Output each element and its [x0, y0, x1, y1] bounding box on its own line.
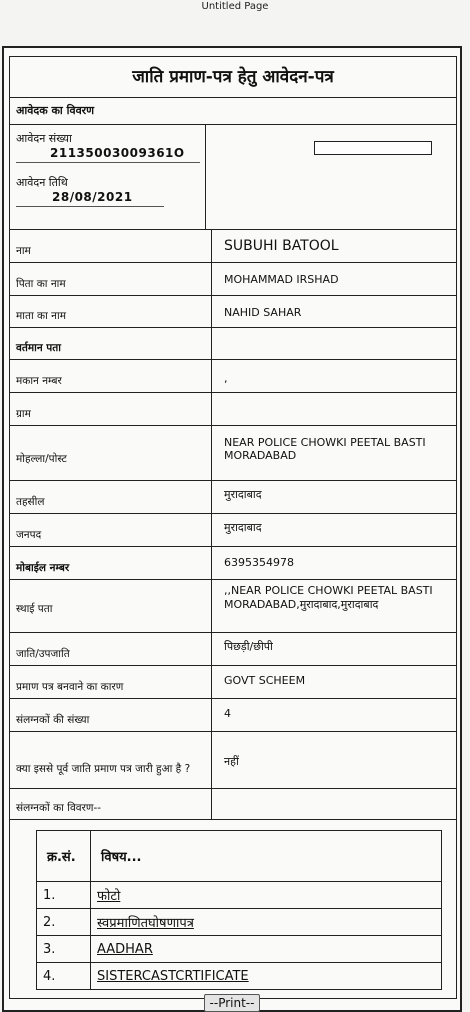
row-value: नहीं	[224, 755, 239, 768]
row-mother-name	[10, 296, 456, 328]
attachments-table	[36, 830, 442, 990]
column-header-subject: विषय...	[91, 831, 442, 882]
application-date-value: 28/08/2021	[16, 190, 164, 207]
row-house-number	[10, 360, 456, 393]
print-button[interactable]: --Print--	[204, 994, 261, 1012]
application-info	[10, 125, 456, 230]
attachment-no: 3.	[37, 936, 91, 963]
attachment-no: 2.	[37, 909, 91, 936]
row-value: पिछड़ी/छीपी	[224, 640, 273, 653]
attachment-link[interactable]: SISTERCASTCRTIFICATE	[97, 968, 249, 984]
row-value: 4	[224, 707, 231, 720]
row-label: माता का नाम	[10, 296, 212, 327]
row-tehsil	[10, 481, 456, 514]
row-label: क्या इससे पूर्व जाति प्रमाण पत्र जारी हुआ है ?	[10, 732, 212, 788]
row-father-name	[10, 263, 456, 296]
row-value	[212, 393, 456, 425]
row-label: स्थाई पता	[10, 580, 212, 632]
form-heading: जाति प्रमाण-पत्र हेतु आवेदन-पत्र	[10, 57, 456, 98]
row-certificate-reason	[10, 666, 456, 699]
attachment-cell	[91, 909, 442, 936]
row-label: जनपद	[10, 514, 212, 546]
form-container	[2, 46, 462, 1012]
attachment-link[interactable]: फोटो	[97, 889, 121, 904]
application-date-label: आवेदन तिथि	[16, 176, 68, 189]
row-value: मुरादाबाद	[224, 521, 262, 534]
row-label: संलग्नकों का विवरण--	[10, 789, 212, 819]
row-label: पिता का नाम	[10, 263, 212, 295]
row-value: MOHAMMAD IRSHAD	[224, 273, 339, 286]
row-value: मुरादाबाद	[224, 488, 262, 501]
application-info-right	[206, 125, 456, 229]
attachment-no: 1.	[37, 882, 91, 909]
attachment-link[interactable]: AADHAR	[97, 941, 153, 957]
print-row	[4, 986, 460, 1012]
row-district	[10, 514, 456, 547]
row-attachment-count	[10, 699, 456, 732]
row-previous-certificate	[10, 732, 456, 789]
row-caste-subcaste	[10, 633, 456, 666]
row-value: ,	[224, 372, 228, 385]
application-no-label: आवेदन संख्या	[16, 132, 72, 145]
row-value	[212, 789, 456, 819]
code-box	[314, 141, 432, 155]
row-value: SUBUHI BATOOL	[224, 238, 339, 254]
row-attachment-details	[10, 789, 456, 820]
row-label: मोहल्ला/पोस्ट	[10, 426, 212, 480]
row-locality-post	[10, 426, 456, 481]
application-no-value: 21135003009361O	[16, 146, 200, 163]
row-label: ग्राम	[10, 393, 212, 425]
row-label: प्रमाण पत्र बनवाने का कारण	[10, 666, 212, 698]
table-row	[37, 909, 442, 936]
row-value: 6395354978	[224, 556, 294, 569]
row-label: मोबाईल नम्बर	[10, 547, 212, 579]
attachment-no: 4.	[37, 963, 91, 990]
row-label: मकान नम्बर	[10, 360, 212, 392]
section-applicant-details: आवेदक का विवरण	[10, 98, 456, 125]
row-value: ,,NEAR POLICE CHOWKI PEETAL BASTI MORADABAD,मुरादाबाद,मुरादाबाद	[224, 584, 433, 611]
attachments-section	[10, 820, 456, 998]
row-village	[10, 393, 456, 426]
table-row	[37, 882, 442, 909]
application-info-left	[10, 125, 206, 229]
row-value: GOVT SCHEEM	[224, 674, 306, 687]
table-row	[37, 936, 442, 963]
row-name	[10, 230, 456, 263]
caste-certificate-form	[9, 56, 457, 999]
row-label: वर्तमान पता	[10, 328, 212, 359]
row-permanent-address	[10, 580, 456, 633]
row-label: नाम	[10, 230, 212, 262]
row-label: जाति/उपजाति	[10, 633, 212, 665]
attachment-link[interactable]: स्वप्रमाणितघोषणापत्र	[97, 916, 194, 931]
attachments-header-row	[37, 831, 442, 882]
attachment-cell	[91, 936, 442, 963]
row-current-address	[10, 328, 456, 360]
page-title: Untitled Page	[201, 1, 269, 12]
row-value: NAHID SAHAR	[224, 306, 302, 319]
attachment-cell	[91, 882, 442, 909]
row-mobile-number	[10, 547, 456, 580]
row-label: संलग्नकों की संख्या	[10, 699, 212, 731]
row-value	[212, 328, 456, 359]
row-label: तहसील	[10, 481, 212, 513]
column-header-no: क्र.सं.	[37, 831, 91, 882]
row-value: NEAR POLICE CHOWKI PEETAL BASTI MORADABAD	[224, 436, 426, 462]
